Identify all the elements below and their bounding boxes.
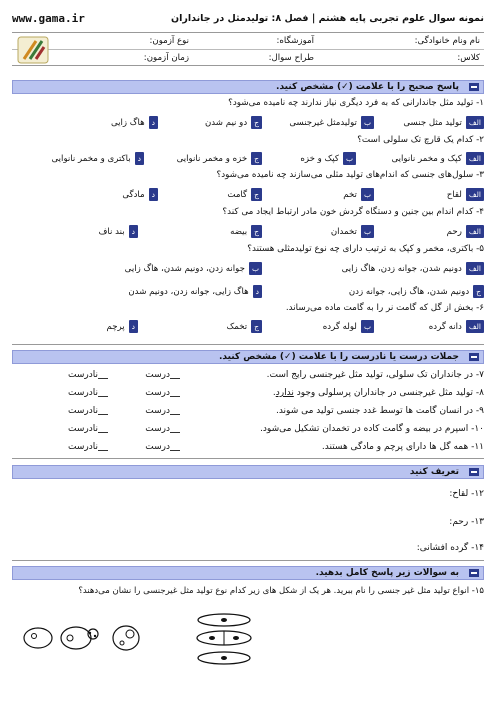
statement-row [12, 442, 484, 455]
section-title: به سوالات زیر پاسخ کامل بدهید. [315, 568, 459, 578]
info-row-1 [12, 33, 484, 50]
essay-question: ۱۵- انواع تولید مثل غیر جنسی را نام ببرید. هر یک از شکل های زیر کدام نوع تولید مثل غیرجنسی را نشان می‌دهند؟ [78, 586, 484, 596]
option-a[interactable]: الف دانه گرده [429, 320, 484, 333]
option-a[interactable]: الف دونیم شدن، جوانه زدن، هاگ زایی [342, 262, 484, 275]
false-option[interactable]: نادرست [68, 442, 112, 452]
option-d[interactable]: د مادگی [122, 188, 158, 201]
false-checkbox[interactable] [98, 442, 108, 451]
false-checkbox[interactable] [98, 388, 108, 397]
option-d[interactable]: د هاگ زایی، جوانه زدن، دونیم شدن [128, 285, 262, 298]
option-d[interactable]: د هاگ زایی [111, 116, 158, 129]
option-b[interactable]: ب تخم [343, 188, 374, 201]
option-c[interactable]: ج بیضه [230, 225, 262, 238]
false-option[interactable]: نادرست [68, 424, 112, 434]
true-false-section [12, 350, 484, 456]
exam-type-label: نوع آزمون: [149, 36, 189, 46]
exam-time-label: زمان آزمون: [143, 53, 189, 63]
name-label: نام ونام خانوادگی: [414, 36, 480, 46]
true-option[interactable]: درست [145, 388, 184, 398]
school-label: آموزشگاه: [276, 36, 314, 46]
question-text: ۲- کدام یک قارچ تک سلولی است؟ [357, 135, 484, 145]
essay-section [12, 566, 484, 696]
option-d[interactable]: د بند ناف [99, 225, 139, 238]
true-checkbox[interactable] [170, 388, 180, 397]
divider [12, 344, 484, 345]
info-row-2 [12, 50, 484, 67]
true-option[interactable]: درست [145, 406, 184, 416]
false-option[interactable]: نادرست [68, 370, 112, 380]
option-c[interactable]: ج دونیم شدن، هاگ زایی، جوانه زدن [349, 285, 484, 298]
statement-text: ۹- در انسان گامت ها توسط غدد جنسی تولید می شوند. [275, 406, 484, 416]
false-option[interactable]: نادرست [68, 406, 112, 416]
option-a[interactable]: الف لقاح [447, 188, 484, 201]
false-checkbox[interactable] [98, 424, 108, 433]
definition-prompt: ۱۳- رحم: [449, 517, 484, 527]
question-text: ۱- تولید مثل جاندارانی که به فرد دیگری نیاز ندارند چه نامیده می‌شود؟ [228, 98, 484, 108]
false-checkbox[interactable] [98, 370, 108, 379]
statement-text: ۱۱- همه گل ها دارای پرچم و مادگی هستند. [321, 442, 484, 452]
false-checkbox[interactable] [98, 406, 108, 415]
section-header [12, 80, 484, 94]
document-title: نمونه سوال علوم تجربی پایه هشتم | فصل ۸: تولیدمثل در جانداران [171, 12, 484, 24]
section-title: تعریف کنید [409, 467, 459, 477]
section-header [12, 465, 484, 479]
designer-label: طراح سوال: [268, 53, 314, 63]
site-url: www.gama.ir [12, 11, 85, 25]
option-b[interactable]: ب جوانه زدن، دونیم شدن، هاگ زایی [125, 262, 262, 275]
true-checkbox[interactable] [170, 424, 180, 433]
option-b[interactable]: ب تخمدان [331, 225, 374, 238]
statement-row [12, 424, 484, 437]
option-c[interactable]: ج گامت [227, 188, 262, 201]
divider [12, 560, 484, 561]
option-c[interactable]: ج دو نیم شدن [205, 116, 262, 129]
true-checkbox[interactable] [170, 370, 180, 379]
statement-row [12, 370, 484, 383]
true-checkbox[interactable] [170, 406, 180, 415]
section-marker-icon [469, 353, 479, 361]
statement-text: ۷- در جانداران تک سلولی، تولید مثل غیرجنسی رایج است. [266, 370, 484, 380]
question-text: ۵- باکتری، مخمر و کپک به ترتیب دارای چه نوع تولیدمثلی هستند؟ [247, 244, 484, 254]
underlined-word: ندارد [275, 388, 294, 398]
true-option[interactable]: درست [145, 370, 184, 380]
pencil-logo-icon [16, 35, 50, 65]
cell-division-figure [18, 616, 148, 660]
section-title: جملات درست یا نادرست را با علامت (✓) مشخص کنید. [218, 352, 459, 362]
option-a[interactable]: الف رحم [447, 225, 484, 238]
option-c[interactable]: ج تخمک [227, 320, 262, 333]
question-text: ۳- سلول‌های جنسی که اندام‌های تولید مثلی می‌سازند چه نامیده می‌شود؟ [216, 170, 484, 180]
question-text: ۴- کدام اندام بین جنین و دستگاه گردش خون مادر ارتباط ایجاد می کند؟ [222, 207, 484, 217]
multiple-choice-section [12, 80, 484, 336]
option-c[interactable]: ج خزه و مخمر نانوایی [177, 152, 262, 165]
definitions-section [12, 465, 484, 555]
option-b[interactable]: ب تولیدمثل غیرجنسی [289, 116, 374, 129]
section-title: پاسخ صحیح را با علامت (✓) مشخص کنید. [276, 82, 459, 92]
question-text: ۶- بخش از گل که گامت نر را به گامت ماده می‌رساند. [285, 303, 484, 313]
statement-text: ۸- تولید مثل غیرجنسی در جانداران پرسلولی وجود ندارد. [272, 388, 484, 398]
true-checkbox[interactable] [170, 442, 180, 451]
option-b[interactable]: ب لوله گرده [323, 320, 374, 333]
statement-row [12, 406, 484, 419]
true-option[interactable]: درست [145, 442, 184, 452]
page-header [12, 10, 484, 26]
section-marker-icon [469, 83, 479, 91]
definition-prompt: ۱۴- گرده افشانی: [416, 543, 484, 553]
option-b[interactable]: ب کپک و خزه [300, 152, 356, 165]
option-d[interactable]: د پرچم [106, 320, 138, 333]
true-option[interactable]: درست [145, 424, 184, 434]
section-header [12, 566, 484, 580]
section-marker-icon [469, 569, 479, 577]
statement-text: ۱۰- اسپرم در بیضه و گامت کاده در تخمدان تشکیل می‌شود. [260, 424, 484, 434]
section-header [12, 350, 484, 364]
false-option[interactable]: نادرست [68, 388, 112, 398]
option-a[interactable]: الف کپک و مخمر نانوایی [391, 152, 484, 165]
statement-row [12, 388, 484, 401]
section-marker-icon [469, 468, 479, 476]
definition-prompt: ۱۲- لقاح: [449, 489, 484, 499]
budding-yeast-figure [190, 610, 260, 670]
class-label: کلاس: [457, 53, 480, 63]
option-a[interactable]: الف تولید مثل جنسی [403, 116, 484, 129]
option-d[interactable]: د باکتری و مخمر نانوایی [52, 152, 145, 165]
student-info-table [12, 32, 484, 66]
divider [12, 458, 484, 459]
